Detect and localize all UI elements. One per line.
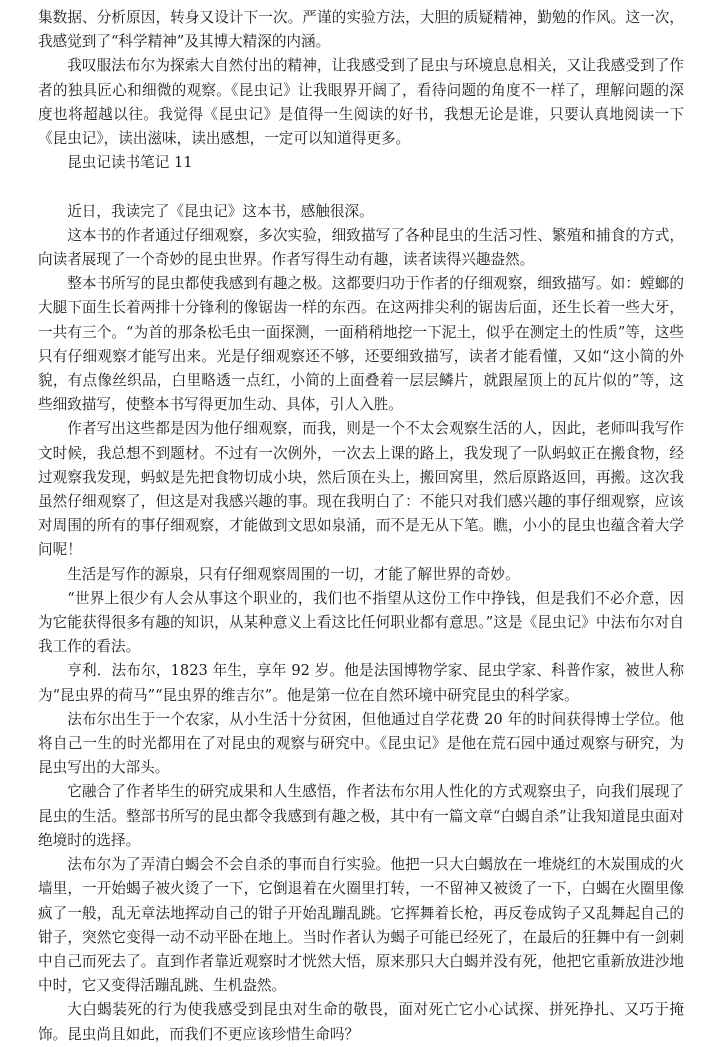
paragraph: 生活是写作的源泉，只有仔细观察周围的一切，才能了解世界的奇妙。 — [67, 565, 520, 583]
paragraph: 它融合了作者毕生的研究成果和人生感悟，作者法布尔用人性化的方式观察虫子，向我们展现了昆虫的生活。整部书所写的昆虫都令我感到有趣之极，其中有一篇文章“白蝎自杀”让我知道昆虫面对绝境时的选择。 — [38, 783, 684, 849]
paragraph: 作者写出这些都是因为他仔细观察，而我，则是一个不太会观察生活的人，因此，老师叫我写作文时候，我总想不到题材。不过有一次例外，一次去上课的路上，我发现了一队蚂蚁正在搬食物，经过观察我发现，蚂蚁是先把食物切成小块，然后顶在头上，搬回窝里，然后原路返回，再搬。这次我虽然仔细观察了，但这是对我感兴趣的事。现在我明白了：不能只对我们感兴趣的事仔细观察，应该对周围的所有的事仔细观察，才能做到文思如泉涌，而不是无从下笔。瞧，小小的昆虫也蕴含着大学问呢！ — [38, 420, 684, 559]
paragraph: 亨利．法布尔，1823 年生，享年 92 岁。他是法国博物学家、昆虫学家、科普作家，被世人称为“昆虫界的荷马”“昆虫界的维吉尔”。他是第一位在自然环境中研究昆虫的科学家。 — [38, 662, 684, 704]
section-heading: 昆虫记读书笔记 11 — [67, 154, 193, 172]
paragraph: 近日，我读完了《昆虫记》这本书，感触很深。 — [67, 202, 374, 220]
paragraph: 法布尔出生于一个农家，从小生活十分贫困，但他通过自学花费 20 年的时间获得博士学位。他将自己一生的时光都用在了对昆虫的观察与研究中。《昆虫记》是他在荒石园中通过观察与研究，为昆虫写出的大部头。 — [38, 710, 684, 777]
paragraph: 我叹服法布尔为探索大自然付出的精神，让我感受到了昆虫与环境息息相关，又让我感受到了作者的独具匠心和细微的观察。《昆虫记》让我眼界开阔了，看待问题的角度不一样了，理解问题的深度也将超越以往。我觉得《昆虫记》是值得一生阅读的好书，我想无论是谁，只要认真地阅读一下《昆虫记》，读出滋味，读出感想，一定可以知道得更多。 — [38, 57, 684, 148]
document-body — [38, 6, 684, 1047]
paragraph: 集数据、分析原因，转身又设计下一次。严谨的实验方法，大胆的质疑精神，勤勉的作风。这一次，我感觉到了“科学精神”及其博大精深的内涵。 — [38, 9, 684, 51]
blank-line — [38, 175, 684, 199]
paragraph: 法布尔为了弄清白蝎会不会自杀的事而自行实验。他把一只大白蝎放在一堆烧红的木炭围成的火墙里，一开始蝎子被火烫了一下，它倒退着在火圈里打转，一不留神又被烫了一下，白蝎在火圈里像疯了一般，乱无章法地挥动自己的钳子开始乱蹦乱跳。它挥舞着长枪，再反卷成钩子又乱舞起自己的钳子，突然它变得一动不动平卧在地上。当时作者认为蝎子可能已经死了，在最后的狂舞中有一剑刺中自己而死去了。直到作者靠近观察时才恍然大悟，原来那只大白蝎并没有死，他把它重新放进沙地中时，它又变得活蹦乱跳、生机盎然。 — [38, 856, 684, 995]
paragraph: 大白蝎装死的行为使我感受到昆虫对生命的敬畏，面对死亡它小心试探、拼死挣扎、又巧于掩饰。昆虫尚且如此，而我们不更应该珍惜生命吗？ — [38, 1001, 684, 1043]
paragraph: 整本书所写的昆虫都使我感到有趣之极。这都要归功于作者的仔细观察，细致描写。如：螳螂的大腿下面生长着两排十分锋利的像锯齿一样的东西。在这两排尖利的锯齿后面，还生长着一些大牙，一共有三个。“为首的那条松毛虫一面探测，一面稍稍地挖一下泥土，似乎在测定土的性质”等，这些只有仔细观察才能写出来。光是仔细观察还不够，还要细致描写，读者才能看懂，又如“这小简的外貌，有点像丝织品，白里略透一点红，小简的上面叠着一层层鳞片，就跟屋顶上的瓦片似的”等，这些细致描写，使整本书写得更加生动、具体，引人入胜。 — [38, 275, 684, 414]
paragraph: “世界上很少有人会从事这个职业的，我们也不指望从这份工作中挣钱，但是我们不必介意，因为它能获得很多有趣的知识，从某种意义上看这比任何职业都有意思。”这是《昆虫记》中法布尔对自我工作的看法。 — [38, 589, 684, 656]
paragraph: 这本书的作者通过仔细观察，多次实验，细致描写了各种昆虫的生活习性、繁殖和捕食的方式，向读者展现了一个奇妙的昆虫世界。作者写得生动有趣，读者读得兴趣盎然。 — [38, 226, 684, 269]
